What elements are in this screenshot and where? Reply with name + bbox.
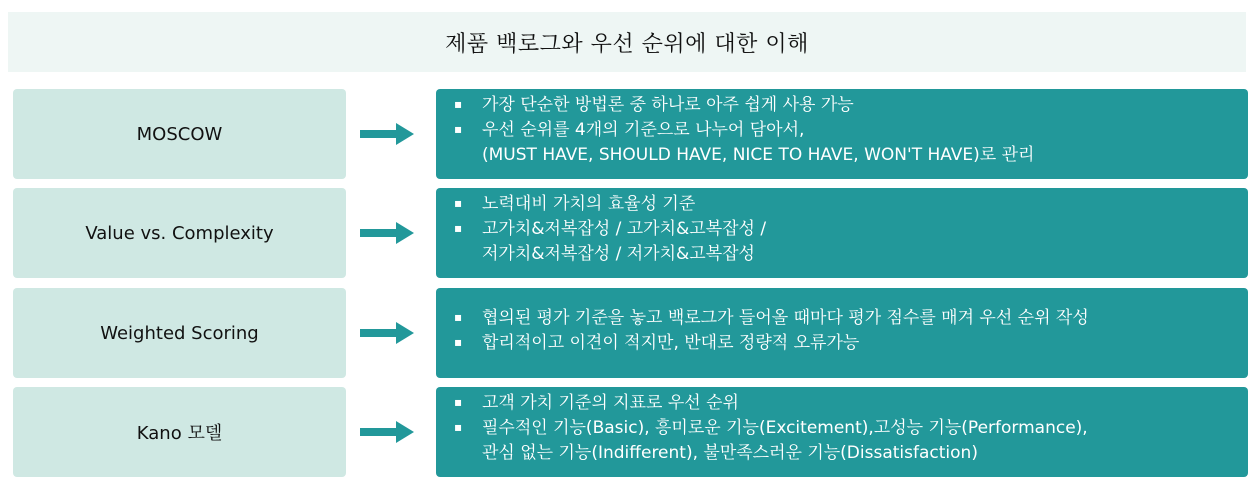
bullet-icon: ▪	[454, 335, 463, 349]
description-text: 가장 단순한 방법론 중 하나로 아주 쉽게 사용 가능	[482, 95, 854, 115]
method-label: MOSCOW	[136, 123, 223, 145]
method-label-box	[13, 288, 346, 378]
description-text: 합리적이고 이견이 적지만, 반대로 정량적 오류가능	[482, 333, 860, 353]
method-label-box	[13, 387, 346, 477]
right-arrow-icon	[360, 222, 414, 244]
bullet-icon: ▪	[454, 122, 463, 136]
method-description-box	[436, 188, 1248, 278]
description-line	[454, 118, 1248, 143]
method-description-box	[436, 387, 1248, 477]
description-line	[454, 391, 1248, 416]
bullet-icon: ▪	[454, 420, 463, 434]
bullet-icon: ▪	[454, 395, 463, 409]
description-text: 고객 가치 기준의 지표로 우선 순위	[482, 393, 739, 413]
description-line	[454, 306, 1248, 331]
description-continuation: (MUST HAVE, SHOULD HAVE, NICE TO HAVE, WON'T HAVE)로 관리	[482, 145, 1035, 165]
description-continuation: 저가치&저복잡성 / 저가치&고복잡성	[482, 244, 755, 264]
method-row-kano	[0, 387, 1254, 477]
description-line	[454, 416, 1248, 441]
title-bar	[8, 12, 1246, 72]
right-arrow-icon	[360, 123, 414, 145]
description-line	[454, 217, 1248, 242]
method-row-weighted-scoring	[0, 288, 1254, 378]
description-text: 노력대비 가치의 효율성 기준	[482, 194, 696, 214]
description-text: 협의된 평가 기준을 놓고 백로그가 들어올 때마다 평가 점수를 매겨 우선 순위 작성	[482, 308, 1089, 328]
description-text: 고가치&저복잡성 / 고가치&고복잡성 /	[482, 219, 767, 239]
bullet-icon: ▪	[454, 221, 463, 235]
method-description-box	[436, 288, 1248, 378]
method-label-box	[13, 89, 346, 179]
description-line	[454, 93, 1248, 118]
method-row-moscow	[0, 89, 1254, 179]
method-label: Weighted Scoring	[100, 322, 259, 344]
method-row-value-complexity	[0, 188, 1254, 278]
description-line	[454, 331, 1248, 356]
method-description-box	[436, 89, 1248, 179]
method-label-box	[13, 188, 346, 278]
bullet-icon: ▪	[454, 97, 463, 111]
description-text: 우선 순위를 4개의 기준으로 나누어 담아서,	[482, 120, 805, 140]
method-label: Value vs. Complexity	[85, 222, 274, 244]
bullet-icon: ▪	[454, 196, 463, 210]
description-text: 필수적인 기능(Basic), 흥미로운 기능(Excitement),고성능 기능(Performance),	[482, 418, 1088, 438]
description-continuation: 관심 없는 기능(Indifferent), 불만족스러운 기능(Dissatisfaction)	[482, 443, 978, 463]
description-line	[454, 192, 1248, 217]
page-title: 제품 백로그와 우선 순위에 대한 이해	[445, 31, 809, 57]
right-arrow-icon	[360, 421, 414, 443]
method-label: Kano 모델	[136, 423, 223, 444]
bullet-icon: ▪	[454, 310, 463, 324]
right-arrow-icon	[360, 322, 414, 344]
